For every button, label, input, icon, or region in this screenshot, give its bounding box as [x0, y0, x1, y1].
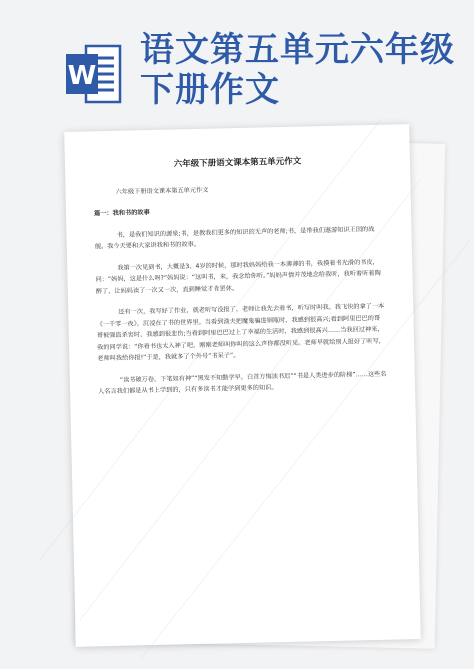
- document-subtitle: 六年级下册语文课本第五单元作文: [115, 186, 209, 196]
- word-logo-letter: W: [67, 61, 97, 91]
- banner: [0, 0, 474, 130]
- word-document-icon: [64, 40, 124, 108]
- document-page: [64, 124, 421, 647]
- document-paragraph: “读书破万卷，下笔如有神”“黑发不知勤学早，白首方悔读书迟”“书是人类进步的阶梯”……这些名人名言我们都是从书上学到的，只有多读书才能学到更多的知识。: [98, 370, 387, 396]
- document-paragraph: 书，是我们知识的源泉;书，是教我们更多的知识的无声的老师;书，是带我们遨游知识王国的战舰。我今天要和大家讲我和书的故事。: [94, 225, 375, 251]
- document-paragraph: 还有一次，我写好了作业，就老听写没报了，老师让我先去看书，听写时叫我。我飞快的拿了一本《一千零一夜》，沉浸在了书的世界里。当看到渔夫把魔鬼骗进铜瓶时，我感到很高兴;看到阿里巴巴的哥哥被强盗杀害时，我感到很悲伤;当看到阿里巴巴过上了幸福的生活时，我感到很高兴……当我回过神来，我的同学说：“你看书也太入神了吧，刚刚老师叫你叫的这么声你都没听见。老师早就给别人报好了听写，老师叫我给你报!”于是，我就多了个外号“书呆子”。: [96, 302, 385, 363]
- banner-title: 语文第五单元六年级下册作文: [140, 30, 455, 110]
- section-heading: 篇一：我和书的故事: [93, 209, 150, 218]
- document-title: 六年级下册语文课本第五单元作文: [173, 156, 302, 170]
- document-paragraph: 我第一次见到书，大概是3、4岁的时候，那时我妈妈给我一本薄薄的书，我摸着书光滑的书皮，问：“妈妈，这是什么呀?”妈妈说：“这叫书，来，我念给你听。”妈妈声情并茂地念给我听，我听着听着陶醉了，让妈妈读了一次又一次，直到睡觉才肯罢休。: [95, 258, 381, 295]
